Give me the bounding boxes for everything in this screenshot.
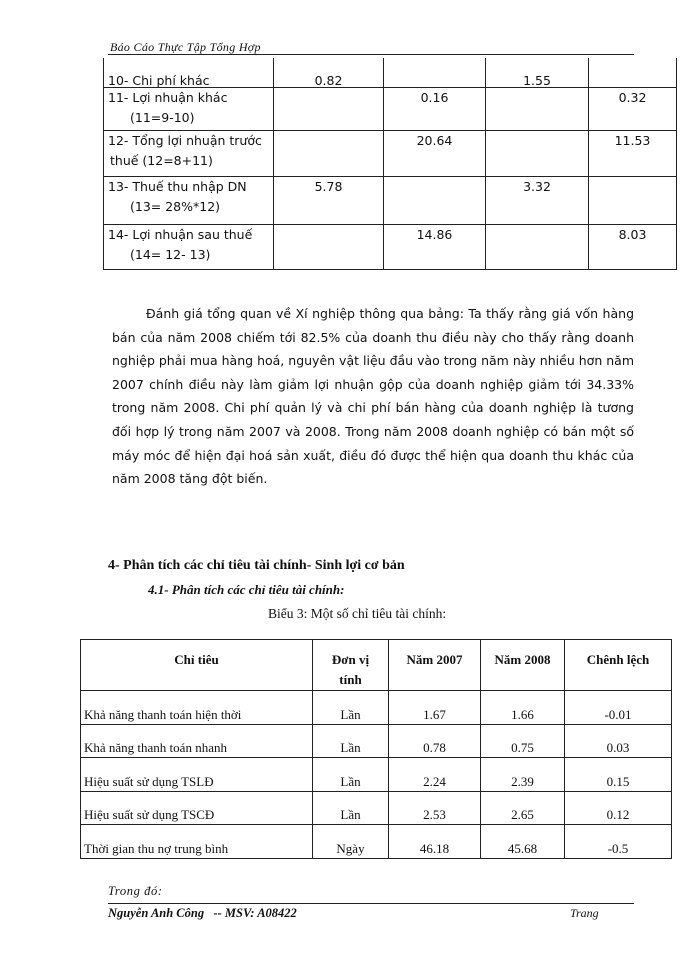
table-row bbox=[81, 691, 672, 725]
row-label bbox=[104, 225, 274, 270]
cell-diff: -0.5 bbox=[565, 825, 672, 859]
cell-indicator: Hiệu suất sử dụng TSLĐ bbox=[81, 758, 313, 792]
table-row bbox=[104, 225, 677, 270]
cell bbox=[589, 58, 677, 88]
cell-unit: Lần bbox=[313, 691, 389, 725]
cell-2007: 1.67 bbox=[389, 691, 481, 725]
row-label bbox=[104, 88, 274, 131]
cell-diff: 0.03 bbox=[565, 724, 672, 758]
row-label-line2: thuế (12=8+11) bbox=[110, 153, 213, 168]
header-indicator: Chỉ tiêu bbox=[81, 640, 313, 691]
cell bbox=[486, 177, 589, 225]
cell bbox=[589, 225, 677, 270]
analysis-paragraph: Đánh giá tổng quan về Xí nghiệp thông qua bảng: Ta thấy rằng giá vốn hàng bán của năm 2008 chiếm tới 82.5% của doanh thu điều này cho thấy rằng doanh nghiệp phải mua hàng hoá, nguyên vật liệu đầu vào trong năm này nhiều hơn năm 2007 chính điều này làm giảm lợi nhuận gộp của doanh nghiệp giảm tới 34.33% trong năm 2008. Chi phí quản lý và chi phí bán hàng của doanh nghiệp là tương đối hợp lý trong năm 2007 và 2008. Trong năm 2008 doanh nghiệp có bán một số máy móc để hiện đại hoá sản xuất, điều đó được thể hiện qua doanh thu khác của năm 2008 tăng đột biến. bbox=[112, 306, 634, 487]
table-row bbox=[81, 825, 672, 859]
table-row bbox=[104, 131, 677, 177]
cell-value: 5.78 bbox=[314, 179, 343, 194]
cell-indicator: Hiệu suất sử dụng TSCĐ bbox=[81, 791, 313, 825]
cell bbox=[384, 88, 486, 131]
cell bbox=[384, 58, 486, 88]
footer-rule bbox=[108, 903, 634, 904]
cell-unit: Lần bbox=[313, 724, 389, 758]
header-2008: Năm 2008 bbox=[481, 640, 565, 691]
cell bbox=[274, 225, 384, 270]
table-row bbox=[81, 791, 672, 825]
cell-2007: 0.78 bbox=[389, 724, 481, 758]
cell bbox=[486, 131, 589, 177]
cell bbox=[486, 225, 589, 270]
table-row bbox=[81, 758, 672, 792]
cell bbox=[274, 177, 384, 225]
row-label bbox=[104, 177, 274, 225]
cell-value: 3.32 bbox=[523, 179, 551, 194]
cell-indicator: Khả năng thanh toán nhanh bbox=[81, 724, 313, 758]
cell-diff: -0.01 bbox=[565, 691, 672, 725]
cell-value: 0.32 bbox=[618, 90, 647, 105]
cell bbox=[384, 177, 486, 225]
cell-diff: 0.12 bbox=[565, 791, 672, 825]
footer-note: Trong đó: bbox=[108, 884, 163, 898]
cell-2007: 2.53 bbox=[389, 791, 481, 825]
cell bbox=[486, 58, 589, 88]
cell bbox=[384, 225, 486, 270]
cell-value: 20.64 bbox=[416, 133, 453, 148]
cell-2008: 0.75 bbox=[481, 724, 565, 758]
cell-2008: 2.65 bbox=[481, 791, 565, 825]
income-table-body bbox=[104, 58, 677, 270]
cell-2008: 1.66 bbox=[481, 691, 565, 725]
header-unit bbox=[313, 640, 389, 691]
cell-indicator: Khả năng thanh toán hiện thời bbox=[81, 691, 313, 725]
cell-2007: 46.18 bbox=[389, 825, 481, 859]
income-table bbox=[103, 58, 677, 270]
cell-2008: 45.68 bbox=[481, 825, 565, 859]
cell-value: 11.53 bbox=[614, 133, 651, 148]
row-label bbox=[104, 58, 274, 88]
row-label-line1: 11- Lợi nhuận khác bbox=[108, 90, 228, 105]
header-diff: Chênh lệch bbox=[565, 640, 672, 691]
row-label-line1: 12- Tổng lợi nhuận trước bbox=[108, 133, 262, 148]
cell-2007: 2.24 bbox=[389, 758, 481, 792]
row-label-line1: 14- Lợi nhuận sau thuế bbox=[108, 227, 253, 242]
cell-unit: Lần bbox=[313, 758, 389, 792]
cell bbox=[274, 131, 384, 177]
row-label-line1: 10- Chi phí khác bbox=[108, 73, 210, 88]
cell-value: 0.16 bbox=[420, 90, 449, 105]
table-row bbox=[104, 88, 677, 131]
cell bbox=[274, 88, 384, 131]
cell-2008: 2.39 bbox=[481, 758, 565, 792]
page-header-title: Báo Cáo Thực Tập Tổng Hợp bbox=[110, 40, 261, 54]
cell-unit: Lần bbox=[313, 791, 389, 825]
header-unit-line2: tính bbox=[339, 672, 362, 687]
cell-value: 8.03 bbox=[618, 227, 647, 242]
table-row bbox=[104, 58, 677, 88]
cell bbox=[384, 131, 486, 177]
row-label-line2: (11=9-10) bbox=[130, 110, 195, 125]
ratio-table bbox=[80, 639, 672, 859]
table-row bbox=[81, 724, 672, 758]
table-row bbox=[104, 177, 677, 225]
header-2007: Năm 2007 bbox=[389, 640, 481, 691]
row-label-line2: (13= 28%*12) bbox=[130, 199, 221, 214]
cell bbox=[589, 131, 677, 177]
cell-value: 1.55 bbox=[523, 73, 551, 88]
cell bbox=[589, 177, 677, 225]
cell-value: 0.82 bbox=[314, 73, 343, 88]
row-label bbox=[104, 131, 274, 177]
table-caption: Biểu 3: Một số chỉ tiêu tài chính: bbox=[268, 606, 447, 621]
cell bbox=[274, 58, 384, 88]
cell-indicator: Thời gian thu nợ trung bình bbox=[81, 825, 313, 859]
cell bbox=[589, 88, 677, 131]
footer-author: Nguyễn Anh Công -- MSV: A08422 bbox=[108, 906, 297, 920]
footer-page-label: Trang bbox=[570, 906, 599, 920]
section-heading: 4- Phân tích các chỉ tiêu tài chính- Sinh lợi cơ bản bbox=[108, 558, 405, 573]
header-rule bbox=[108, 54, 634, 55]
row-label-line1: 13- Thuế thu nhập DN bbox=[108, 179, 247, 194]
sub-heading: 4.1- Phân tích các chỉ tiêu tài chính: bbox=[148, 582, 345, 597]
cell bbox=[486, 88, 589, 131]
cell-unit: Ngày bbox=[313, 825, 389, 859]
cell-value: 14.86 bbox=[416, 227, 453, 242]
header-unit-line1: Đơn vị bbox=[331, 652, 370, 667]
row-label-line2: (14= 12- 13) bbox=[130, 247, 211, 262]
table-header-row bbox=[81, 640, 672, 691]
cell-diff: 0.15 bbox=[565, 758, 672, 792]
